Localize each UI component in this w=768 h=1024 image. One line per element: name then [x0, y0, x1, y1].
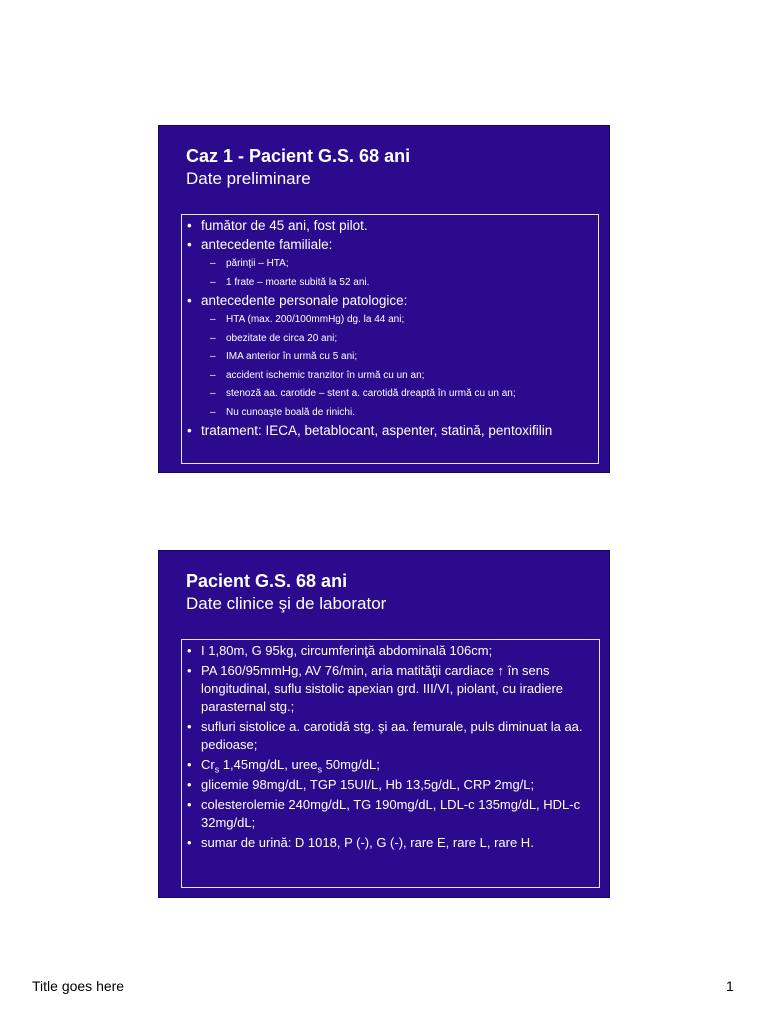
uree-subscript: s [317, 764, 323, 775]
content-box [181, 639, 600, 888]
list-item: • antecedente familiale: [186, 236, 598, 254]
bullet-list [186, 642, 599, 852]
list-item: • PA 160/95mmHg, AV 76/min, aria matităţii cardiace ↑ în sens longitudinal, suflu sistolic apexian grd. III/VI, piolant, cu iradiere parasternal stg.; [186, 662, 599, 716]
list-item: • tratament: IECA, betablocant, aspenter, statină, pentoxifilin [186, 422, 598, 440]
cr-value: 1,45mg/dL, uree [219, 757, 318, 772]
slide-title: Caz 1 - Pacient G.S. 68 ani [186, 146, 411, 166]
sub-list-item: – accident ischemic tranzitor în urmă cu un an; [186, 367, 598, 386]
sub-list-item: – Nu cunoaşte boală de rinichi. [186, 404, 598, 423]
slide-title: Pacient G.S. 68 ani [186, 571, 348, 591]
sub-list-item: – stenoză aa. carotide – stent a. carotidă dreaptă în urmă cu un an; [186, 385, 598, 404]
list-item: • fumător de 45 ani, fost pilot. [186, 217, 598, 235]
sub-list-item: – obezitate de circa 20 ani; [186, 330, 598, 349]
slide-subtitle: Date preliminare [186, 169, 311, 188]
bullet-list [186, 217, 598, 440]
slide-1 [158, 125, 610, 473]
content-box [181, 214, 599, 464]
page-number: 1 [726, 978, 734, 994]
cr-subscript: s [214, 764, 220, 775]
list-item: • I 1,80m, G 95kg, circumferinţă abdominală 106cm; [186, 642, 599, 660]
sub-list-item: – HTA (max. 200/100mmHg) dg. la 44 ani; [186, 311, 598, 330]
list-item: • colesterolemie 240mg/dL, TG 190mg/dL, LDL-c 135mg/dL, HDL-c 32mg/dL; [186, 796, 599, 832]
slide-2 [158, 550, 610, 898]
list-item: • antecedente personale patologice: [186, 292, 598, 310]
list-item: • sufluri sistolice a. carotidă stg. şi aa. femurale, puls diminuat la aa. pedioase; [186, 718, 599, 754]
list-item: • glicemie 98mg/dL, TGP 15UI/L, Hb 13,5g/dL, CRP 2mg/L; [186, 776, 599, 794]
sub-list-item: – 1 frate – moarte subită la 52 ani. [186, 274, 598, 293]
cr-label: Cr [201, 757, 215, 772]
list-item: • sumar de urină: D 1018, P (-), G (-), rare E, rare L, rare H. [186, 834, 599, 852]
list-item [186, 756, 599, 774]
sub-list-item: – IMA anterior în urmă cu 5 ani; [186, 348, 598, 367]
sub-list-item: – părinţii – HTA; [186, 255, 598, 274]
footer-title: Title goes here [32, 978, 125, 994]
slide-subtitle: Date clinice şi de laborator [186, 594, 387, 613]
uree-value: 50mg/dL; [322, 757, 380, 772]
